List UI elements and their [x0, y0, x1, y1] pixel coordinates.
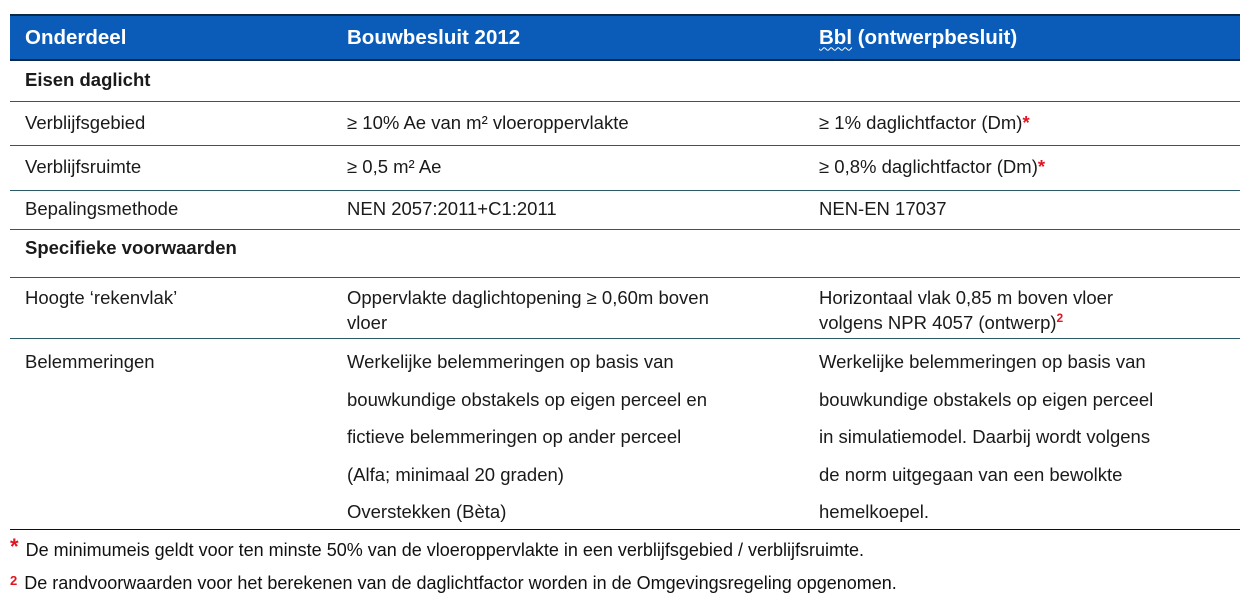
cell-bouwbesluit: NEN 2057:2011+C1:2011	[347, 198, 557, 219]
cell-bbl	[804, 112, 1240, 145]
cell-bbl	[804, 156, 1240, 190]
cell-line: in simulatiemodel. Daarbij wordt volgens	[819, 426, 1151, 447]
footnote-2-mark: 2	[1056, 310, 1064, 325]
footnote-asterisk	[10, 536, 1240, 561]
cell-line: Overstekken (Bèta)	[347, 501, 507, 522]
table-row-belemmeringen	[10, 339, 1240, 530]
cell-line-text: volgens NPR 4057 (ontwerp)	[819, 312, 1057, 333]
empty-cell	[332, 69, 804, 101]
cell-line: bouwkundige obstakels op eigen perceel	[819, 388, 1154, 410]
cell-line	[819, 310, 1240, 335]
header-bouwbesluit-2012: Bouwbesluit 2012	[347, 25, 521, 49]
footnotes	[10, 534, 1240, 594]
section-row-eisen-daglicht	[10, 61, 1240, 102]
cell-onderdeel: Belemmeringen	[25, 351, 155, 372]
cell-bbl: NEN-EN 17037	[819, 198, 947, 219]
cell-bbl	[804, 343, 1240, 529]
footnote-2	[10, 570, 1240, 594]
cell-line: Werkelijke belemmeringen op basis van	[819, 351, 1146, 372]
cell-bouwbesluit: ≥ 0,5 m² Ae	[347, 156, 442, 177]
empty-cell	[332, 237, 804, 277]
table-row-hoogte-rekenvlak	[10, 278, 1240, 339]
cell-bouwbesluit	[332, 285, 804, 338]
daylight-comparison-table	[10, 14, 1240, 530]
cell-bbl	[804, 285, 1240, 338]
spellcheck-underlined-word: Bbl	[819, 25, 853, 49]
cell-bouwbesluit	[332, 343, 804, 529]
header-onderdeel: Onderdeel	[25, 25, 127, 49]
cell-line: de norm uitgegaan van een bewolkte	[819, 463, 1123, 485]
empty-cell	[804, 237, 1240, 277]
table-row-verblijfsgebied	[10, 102, 1240, 146]
cell-line: vloer	[347, 312, 388, 333]
asterisk-icon: *	[10, 534, 19, 559]
cell-line: Werkelijke belemmeringen op basis van	[347, 351, 674, 372]
asterisk-footnote-mark: *	[1037, 156, 1046, 177]
section-title: Specifieke voorwaarden	[25, 237, 237, 258]
cell-onderdeel: Bepalingsmethode	[25, 198, 179, 219]
cell-onderdeel: Hoogte ‘rekenvlak’	[25, 287, 178, 308]
cell-line: (Alfa; minimaal 20 graden)	[347, 463, 564, 485]
section-row-specifieke-voorwaarden	[10, 230, 1240, 278]
asterisk-footnote-mark: *	[1022, 112, 1030, 133]
empty-cell	[804, 69, 1240, 101]
header-bbl-ontwerpbesluit	[804, 26, 1240, 50]
cell-onderdeel: Verblijfsruimte	[25, 156, 142, 177]
cell-bbl-text: ≥ 1% daglichtfactor (Dm)	[819, 112, 1023, 133]
footnote-text: De minimumeis geldt voor ten minste 50% van de vloeroppervlakte in een verblijfsgebied / verblijfsruimte.	[25, 540, 864, 560]
cell-line: Horizontaal vlak 0,85 m boven vloer	[819, 287, 1114, 308]
table-header-row	[10, 14, 1240, 61]
header-bbl-rest: (ontwerpbesluit)	[852, 25, 1018, 49]
cell-line: hemelkoepel.	[819, 501, 930, 522]
cell-onderdeel: Verblijfsgebied	[25, 112, 146, 133]
footnote-number-mark: 2	[10, 573, 18, 588]
table-row-verblijfsruimte	[10, 146, 1240, 191]
cell-line: Oppervlakte daglichtopening ≥ 0,60m boven	[347, 287, 709, 308]
cell-line: fictieve belemmeringen op ander perceel	[347, 426, 682, 447]
table-row-bepalingsmethode	[10, 191, 1240, 230]
cell-bouwbesluit: ≥ 10% Ae van m² vloeroppervlakte	[347, 112, 629, 133]
cell-line: bouwkundige obstakels op eigen perceel en	[347, 388, 707, 410]
cell-bbl-text: ≥ 0,8% daglichtfactor (Dm)	[819, 156, 1038, 177]
section-title: Eisen daglicht	[25, 69, 151, 90]
footnote-text: De randvoorwaarden voor het berekenen van de daglichtfactor worden in de Omgevingsregeling opgenomen.	[24, 573, 897, 593]
